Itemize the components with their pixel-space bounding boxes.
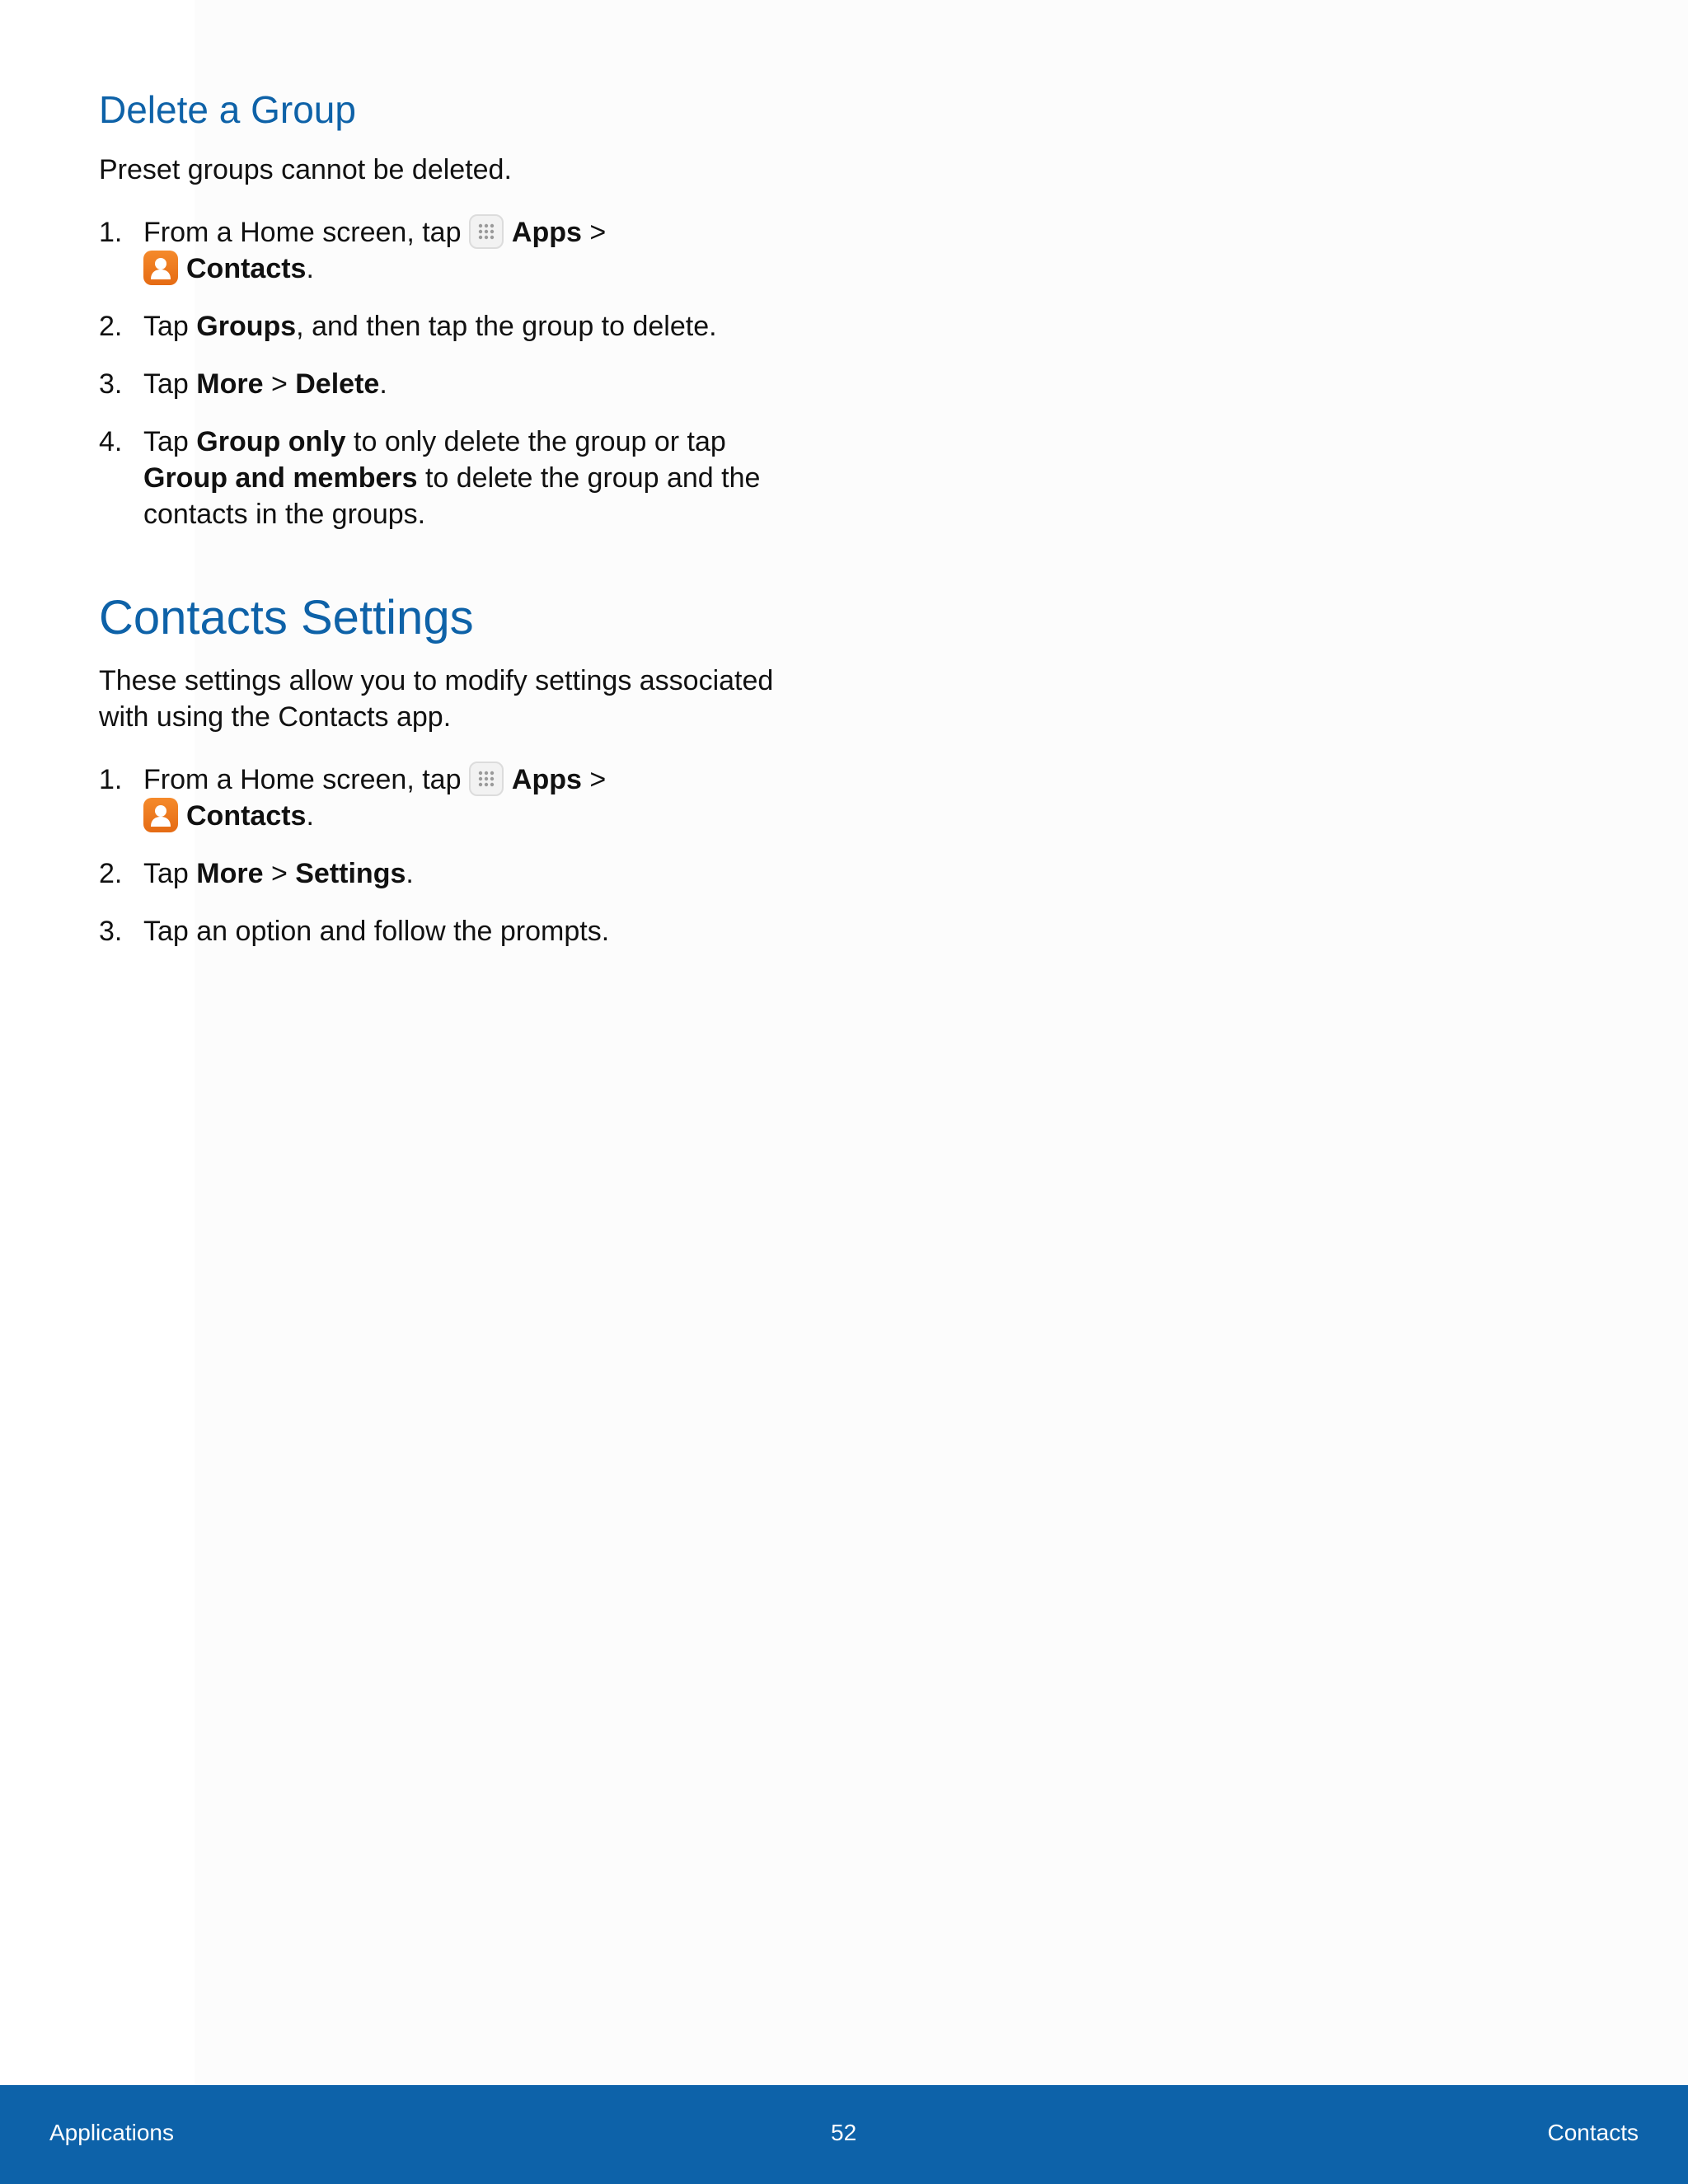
step-text: . [379,368,387,400]
step-text: . [406,858,414,889]
contacts-label: Contacts [186,253,307,284]
step-item [99,762,808,834]
step-bold-text: Groups [196,311,297,342]
steps-delete-group [99,214,808,554]
step-text: > [581,764,607,795]
steps-contacts-settings [99,762,808,971]
step-number: 3. [99,916,123,947]
step-text: Tap [143,368,197,400]
step-bold-text: Delete [295,368,380,400]
footer-chapter-label: Applications [49,2120,174,2145]
step-number: 3. [99,368,123,400]
step-item [99,308,808,344]
step-text: Tap [143,311,197,342]
step-text: , and then tap the group to delete. [296,311,717,342]
step-number: 2. [99,311,123,342]
step-text: > [263,368,296,400]
page-footer [0,2085,1688,2184]
step-number: 4. [99,426,123,457]
step-item [99,855,808,892]
step-item [99,913,808,949]
step-item [99,214,808,287]
step-number: 1. [99,217,123,248]
step-bold-text: More [196,368,264,400]
contacts-person-icon [143,798,178,832]
footer-page-number: 52 [831,2120,857,2145]
step-text: > [263,858,296,889]
step-number: 2. [99,858,123,889]
contacts-label: Contacts [186,800,307,832]
intro-delete-group: Preset groups cannot be deleted. [99,154,512,185]
apps-label: Apps [511,217,582,248]
apps-grid-icon [469,762,504,796]
section-title-delete-group: Delete a Group [99,88,356,131]
step-bold-text: Group only [196,426,346,457]
step-bold-text: More [196,858,264,889]
step-text: > [581,217,607,248]
step-text: to only delete the group or tap [345,426,726,457]
step-item [99,424,808,532]
step-text: Tap an option and follow the prompts. [143,916,610,947]
intro-contacts-settings: These settings allow you to modify settings associated with using the Contacts app. [99,665,774,733]
step-text: to delete the group and the contacts in the groups. [143,462,761,530]
step-number: 1. [99,764,123,795]
contacts-person-icon [143,251,178,285]
section-title-contacts-settings: Contacts Settings [99,591,474,644]
step-text: From a Home screen, tap [143,217,469,248]
step-bold-text: Group and members [143,462,418,494]
apps-grid-icon [469,214,504,249]
step-text: From a Home screen, tap [143,764,469,795]
step-text: . [306,800,314,832]
step-text: Tap [143,858,197,889]
step-bold-text: Settings [295,858,406,889]
step-item [99,366,808,402]
apps-label: Apps [511,764,582,795]
footer-section-label: Contacts [1547,2120,1639,2145]
step-text: . [306,253,314,284]
step-text: Tap [143,426,197,457]
